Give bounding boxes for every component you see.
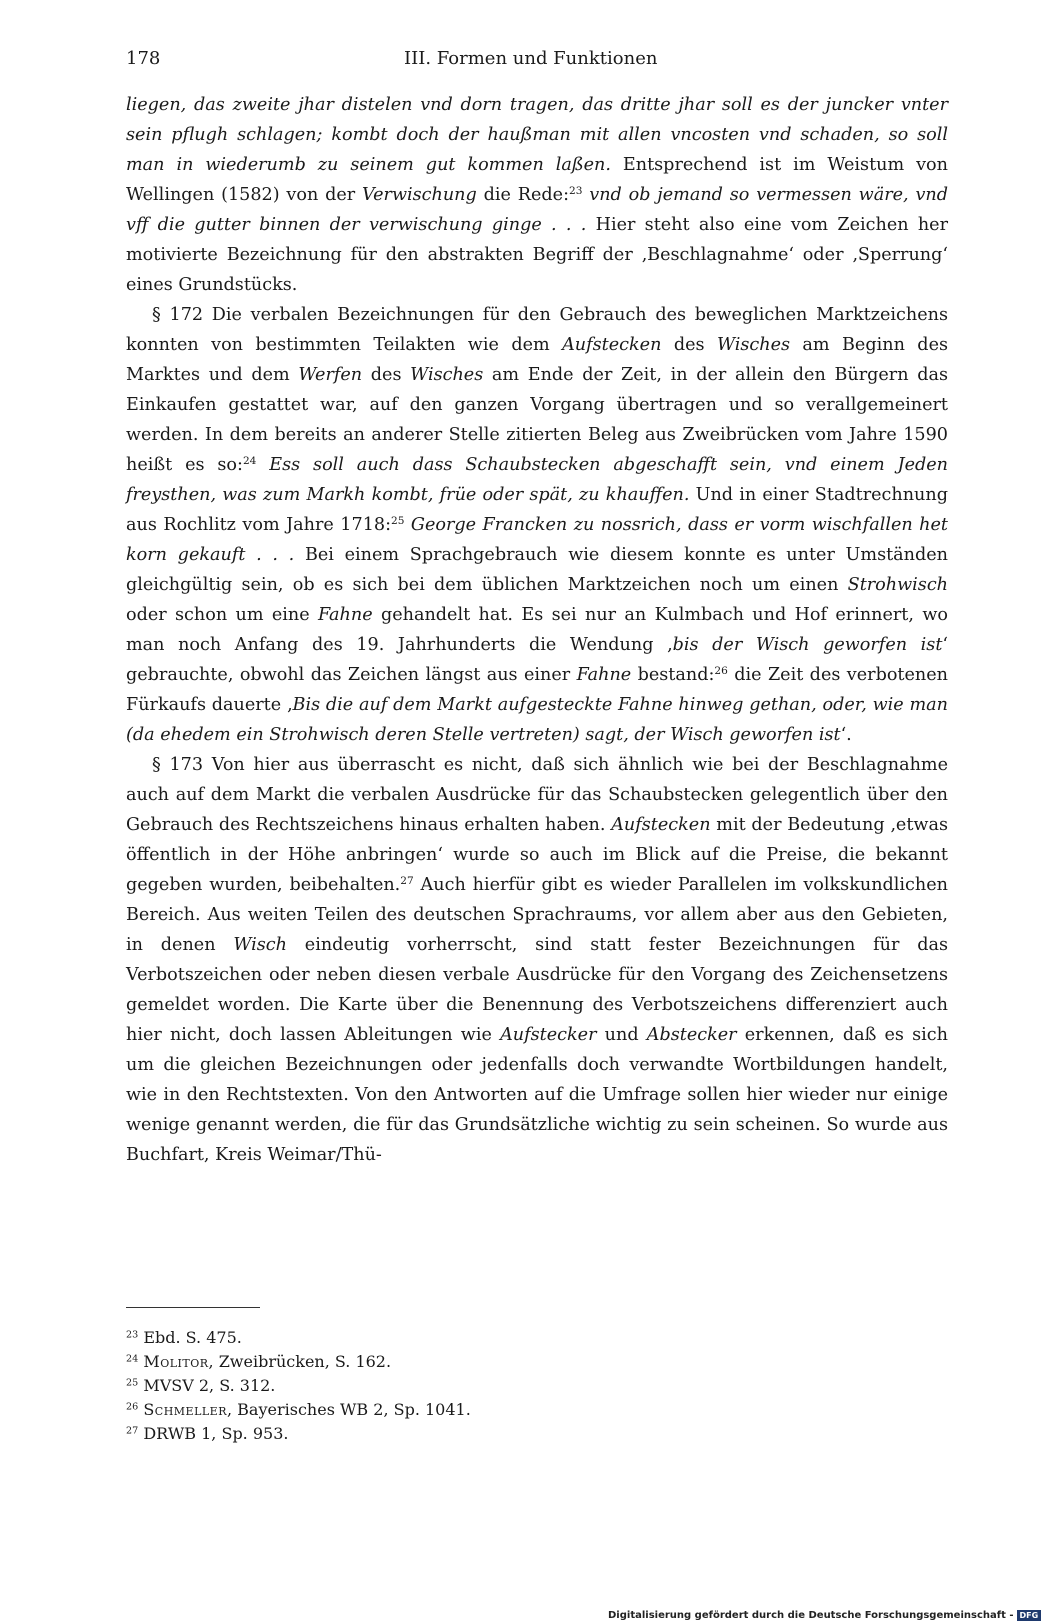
footnote-ref[interactable]: 26	[714, 665, 728, 678]
text-run: des	[661, 335, 717, 355]
footnote-text: , Zweibrücken, S. 162.	[208, 1352, 392, 1371]
footnote-number: 26	[126, 1401, 139, 1413]
footnote-text: DRWB 1, Sp. 953.	[143, 1424, 289, 1443]
footnote-ref[interactable]: 23	[569, 185, 583, 198]
footnote-26	[126, 1399, 726, 1421]
footnote-text: Ebd. S. 475.	[143, 1328, 242, 1347]
term: Aufstecken	[562, 335, 662, 355]
quote: George Francken zu nossrich, dass er vorm wischfallen het korn gekauft . . .	[126, 515, 948, 565]
quote: Bis die auf dem Markt aufgesteckte Fahne hinweg gethan, oder, wie man (da ehedem ein Strohwisch deren Stelle vertreten) sagt, der Wisch geworfen ist	[126, 695, 949, 745]
term: Aufstecker	[500, 1025, 597, 1045]
text-run: eindeutig vorherrscht, sind statt fester Bezeichnungen für das Verbotszeichen oder neben diesen verbale Ausdrücke für den Vorgang des Zeichensetzens gemeldet worden. Die Karte über die Benennung des Verbotszeichens differenziert auch hier nicht, doch lassen Ableitungen wie	[126, 935, 948, 1045]
text-run: Hier steht also eine vom Zeichen her motivierte Bezeichnung für den abstrakten Begriff der ‚Beschlagnahme‘ oder ‚Sperrung‘ eines Grundstücks.	[126, 215, 948, 295]
text-run: Bei einem Sprachgebrauch wie diesem konnte es unter Umständen gleichgültig sein, ob es sich bei dem üblichen Marktzeichen noch um einen	[126, 545, 948, 595]
paragraph-172	[126, 300, 948, 750]
text-run: gehandelt hat. Es sei nur an Kulmbach und Hof erinnert, wo man noch Anfang des 19. Jahrhunderts die Wendung ‚	[126, 605, 948, 655]
page-number: 178	[126, 48, 161, 69]
text-run: und	[596, 1025, 647, 1045]
text-run: erkennen, daß es sich um die gleichen Bezeichnungen oder jedenfalls doch verwandte Wortbildungen handelt, wie in den Rechtstexten. Von den Antworten auf die Umfrage sollen hier wieder nur einige wenige genannt werden, die für das Grundsätzliche wichtig zu sein scheinen. So wurde aus Buchfart, Kreis Weimar/Thü-	[126, 1025, 948, 1165]
footnote-number: 23	[126, 1329, 139, 1341]
text-run: Entsprechend ist im Weistum von Wellingen (1582) von der	[126, 155, 948, 205]
credit-text: Digitalisierung gefördert durch die Deutsche Forschungsgemeinschaft -	[608, 1610, 1014, 1621]
text-run: die Rede:	[476, 185, 569, 205]
text-run: am Ende der Zeit, in der allein den Bürgern das Einkaufen gestattet war, auf den ganzen Vorgang übertragen und so verallgemeinert werden. In dem bereits an anderer Stelle zitierten Beleg aus Zweibrücken vom Jahre 1590 heißt es so:	[126, 365, 948, 475]
footnote-24	[126, 1351, 726, 1373]
term: Fahne	[318, 605, 373, 625]
quote: Ess soll auch dass Schaubstecken abgeschafft sein, vnd einem Jeden freysthen, was zum Markh kombt, früe oder spät, zu khauffen.	[126, 455, 949, 505]
text-run: § 173 Von hier aus überrascht es nicht, daß sich ähnlich wie bei der Beschlagnahme auch auf dem Markt die verbalen Ausdrücke für das Schaubstecken gelegentlich über den Gebrauch des Rechtszeichens hinaus erhalten haben.	[126, 755, 948, 835]
text-run: ‘ gebrauchte, obwohl das Zeichen längst aus einer	[126, 635, 948, 685]
text-run	[256, 455, 269, 475]
text-run: die Zeit des verbotenen Fürkaufs dauerte ‚	[126, 665, 948, 715]
term: Abstecker	[646, 1025, 737, 1045]
footnote-number: 27	[126, 1425, 139, 1437]
footnote-text: MVSV 2, S. 312.	[143, 1376, 276, 1395]
term: Wisches	[716, 335, 791, 355]
footnote-27	[126, 1423, 726, 1445]
text-run: oder schon um eine	[126, 605, 319, 625]
dfg-logo: DFG	[1017, 1610, 1041, 1621]
text-run: am Beginn des Marktes und dem	[126, 335, 949, 385]
footnote-ref[interactable]: 24	[242, 455, 257, 468]
term: Aufstecken	[611, 815, 711, 835]
paragraph	[126, 90, 948, 300]
term: Wisch	[233, 935, 287, 955]
quote: liegen, das zweite jhar distelen vnd dorn tragen, das dritte jhar soll es der juncker vnter sein pflugh schlagen; kombt doch der haußman mit allen vncosten vnd schaden, so soll man in wiederumb zu seinem gut kommen laßen.	[126, 95, 948, 175]
quote: bis der Wisch geworfen ist	[672, 635, 943, 655]
text-run: bestand:	[631, 665, 715, 685]
running-title: III. Formen und Funktionen	[404, 48, 658, 69]
text-run: mit der Bedeutung ‚etwas öffentlich in der Höhe anbringen‘ wurde so auch im Blick auf die Preise, die bekannt gegeben wurden, beibehalten.	[126, 815, 948, 895]
text-run: Auch hierfür gibt es wieder Parallelen im volkskundlichen Bereich. Aus weiten Teilen des deutschen Sprachraums, vor allem aber aus den Gebieten, in denen	[126, 875, 948, 955]
digitization-credit	[608, 1608, 1039, 1623]
term: Fahne	[576, 665, 632, 685]
quote: vnd ob jemand so vermessen wäre, vnd vff die gutter binnen der verwischung ginge . . .	[126, 185, 948, 235]
paragraph-173	[126, 750, 948, 1170]
footnote-23	[126, 1327, 726, 1349]
footnote-author: Molitor	[143, 1352, 209, 1371]
text-run: § 172 Die verbalen Bezeichnungen für den Gebrauch des beweglichen Marktzeichens konnten von bestimmten Teilakten wie dem	[126, 305, 948, 355]
footnote-number: 25	[126, 1377, 139, 1389]
text-run: des	[362, 365, 411, 385]
main-text	[126, 90, 948, 1170]
running-header	[126, 44, 948, 74]
term: Werfen	[298, 365, 363, 385]
footnote-number: 24	[126, 1353, 139, 1365]
footnote-ref[interactable]: 27	[400, 875, 414, 888]
footnote-25	[126, 1375, 726, 1397]
footnote-ref[interactable]: 25	[391, 515, 405, 528]
footnote-author: Schmeller	[143, 1400, 227, 1419]
text-run: ‘.	[840, 725, 852, 745]
term: Strohwisch	[847, 575, 948, 595]
text-run: Und in einer Stadtrechnung aus Rochlitz vom Jahre 1718:	[126, 485, 948, 535]
footnote-text: , Bayerisches WB 2, Sp. 1041.	[227, 1400, 471, 1419]
footnote-divider	[126, 1307, 260, 1308]
term: Wisches	[410, 365, 484, 385]
term: Verwischung	[362, 185, 477, 205]
